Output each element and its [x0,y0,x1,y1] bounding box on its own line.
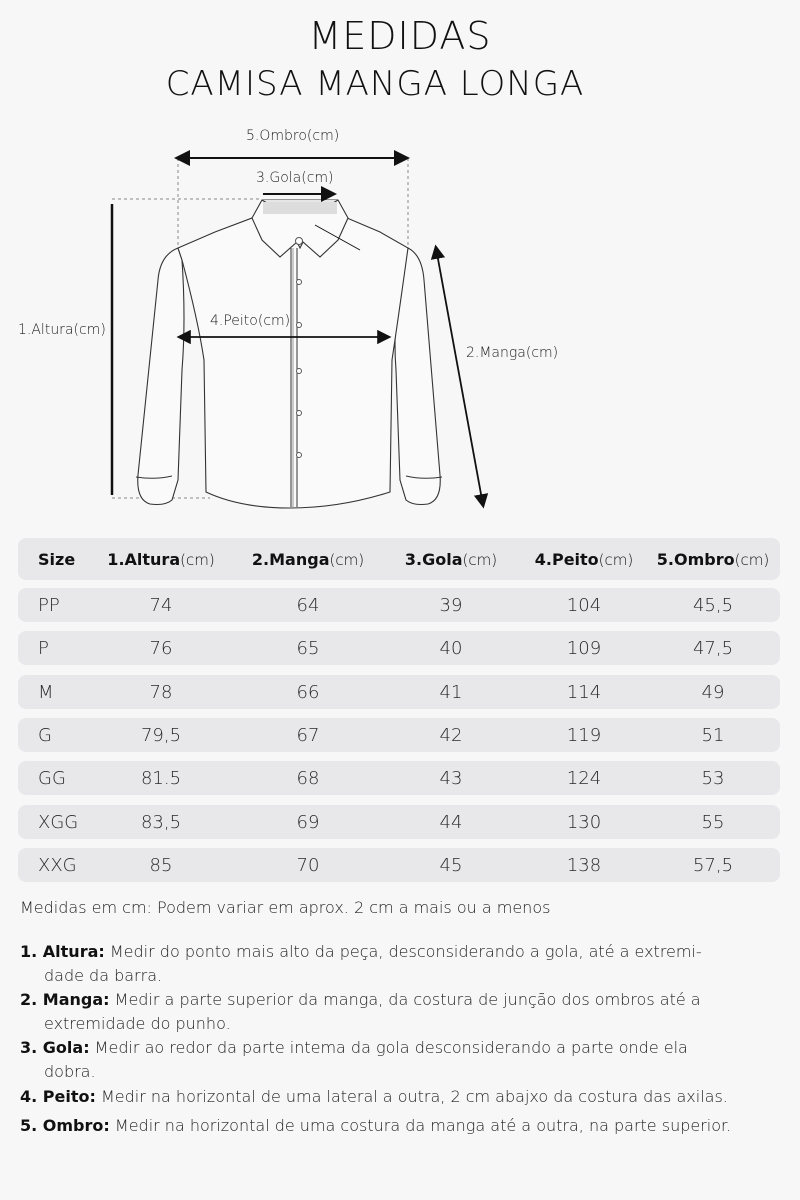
cell-gola: 41 [439,681,463,703]
cell-manga: 70 [296,854,320,876]
label-ombro: 5.Ombro(cm) [246,128,340,144]
cell-altura: 79,5 [140,724,182,746]
cell-size: GG [38,767,66,789]
cell-peito: 119 [566,724,602,746]
label-peito: 4.Peito(cm) [210,313,291,329]
cell-size: M [38,681,54,703]
definition-peito: 4. Peito: Medir na horizontal de uma lateral a outra, 2 cm abajxo da costura das axilas. [20,1087,728,1106]
table-row [18,805,780,839]
cell-size: P [38,637,49,659]
definition-altura: 1. Altura: Medir do ponto mais alto da peça, desconsiderando a gola, até a extremi- dade da barra. [20,942,702,985]
cell-ombro: 45,5 [692,594,734,616]
shirt-diagram [0,120,600,520]
cell-peito: 130 [566,811,602,833]
cell-altura: 78 [149,681,173,703]
table-row [18,588,780,622]
label-gola: 3.Gola(cm) [256,170,334,186]
cell-peito: 124 [566,767,602,789]
table-row [18,761,780,795]
definition-gola: 3. Gola: Medir ao redor da parte intema da gola desconsiderando a parte onde ela dobra. [20,1038,688,1081]
cell-gola: 44 [439,811,463,833]
cell-ombro: 55 [701,811,725,833]
page-subtitle: CAMISA MANGA LONGA [165,64,585,104]
cell-gola: 43 [439,767,463,789]
cell-size: XXG [38,854,77,876]
header-manga: 2.Manga(cm) [251,549,365,569]
cell-gola: 39 [439,594,463,616]
page-title: MEDIDAS [308,14,492,58]
cell-ombro: 53 [701,767,725,789]
cell-ombro: 51 [701,724,725,746]
cell-size: XGG [38,811,79,833]
cell-size: PP [38,594,60,616]
cell-peito: 104 [566,594,602,616]
cell-ombro: 47,5 [692,637,734,659]
cell-peito: 109 [566,637,602,659]
cell-peito: 114 [566,681,602,703]
cell-manga: 69 [296,811,320,833]
cell-size: G [38,724,52,746]
table-row [18,631,780,665]
header-ombro: 5.Ombro(cm) [656,549,770,569]
cell-peito: 138 [566,854,602,876]
cell-altura: 81.5 [140,767,182,789]
measurement-note: Medidas em cm: Podem variar em aprox. 2 cm a mais ou a menos [20,898,551,917]
header-peito: 4.Peito(cm) [534,549,634,569]
cell-manga: 65 [296,637,320,659]
cell-altura: 76 [149,637,173,659]
cell-altura: 85 [149,854,173,876]
cell-altura: 74 [149,594,173,616]
cell-manga: 66 [296,681,320,703]
cell-gola: 42 [439,724,463,746]
table-row [18,848,780,882]
cell-gola: 45 [439,854,463,876]
label-altura: 1.Altura(cm) [18,322,106,338]
header-size: Size [38,549,76,569]
cell-manga: 68 [296,767,320,789]
cell-manga: 64 [296,594,320,616]
cell-altura: 83,5 [140,811,182,833]
cell-ombro: 57,5 [692,854,734,876]
header-altura: 1.Altura(cm) [107,549,215,569]
cell-ombro: 49 [701,681,725,703]
cell-gola: 40 [439,637,463,659]
definition-ombro: 5. Ombro: Medir na horizontal de uma costura da manga até a outra, na parte superior. [20,1116,732,1135]
definition-manga: 2. Manga: Medir a parte superior da manga, da costura de junção dos ombros até a extremidade do punho. [20,990,701,1033]
table-row [18,675,780,709]
table-header [18,538,780,580]
cell-manga: 67 [296,724,320,746]
label-manga: 2.Manga(cm) [466,345,559,361]
header-gola: 3.Gola(cm) [404,549,498,569]
table-row [18,718,780,752]
